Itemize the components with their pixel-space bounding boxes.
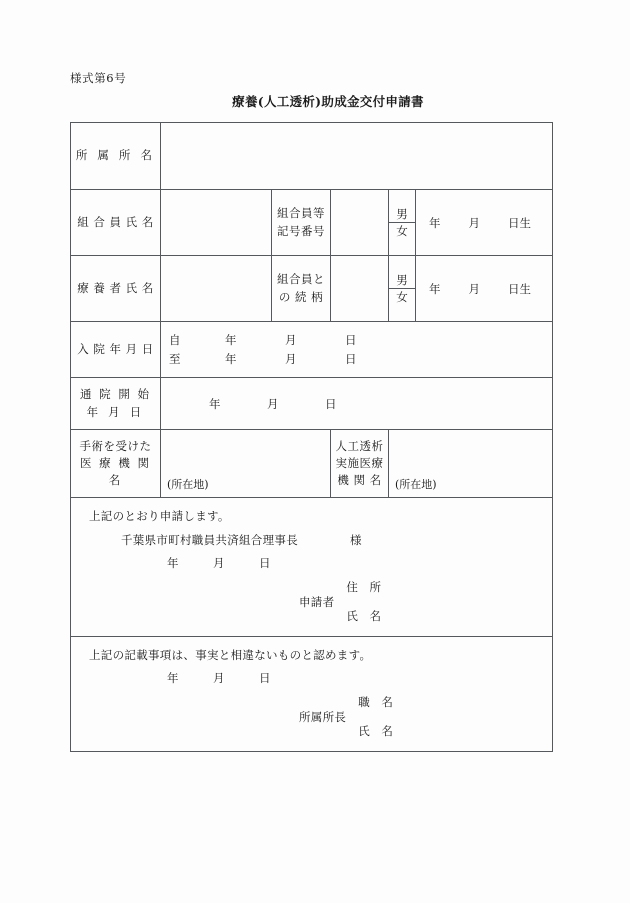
table-row-admission [71, 322, 553, 378]
certification-date-month: 月 [213, 671, 225, 685]
field-patient-relationship-value[interactable] [331, 256, 389, 322]
admission-to-mark: 至 [169, 351, 181, 366]
field-patient-birthdate[interactable] [416, 256, 553, 322]
birthdate-month-label: 月 [468, 281, 481, 296]
label-patient-relationship-line1: 組合員と [277, 272, 325, 287]
table-row-application-statement [71, 498, 553, 637]
gender-option-male[interactable]: 男 [389, 272, 415, 289]
field-patient-gender[interactable] [389, 256, 416, 322]
field-patient-name-value[interactable] [161, 256, 272, 322]
label-dialysis-institution-line2: 実施医療 [335, 455, 384, 470]
field-surgery-institution-value[interactable] [161, 430, 331, 498]
admission-to-day: 日 [345, 351, 357, 366]
outpatient-year-label: 年 [209, 396, 221, 411]
field-member-name-value[interactable] [161, 190, 272, 256]
application-addressee: 千葉県市町村職員共済組合理事長 [121, 533, 298, 547]
document-title: 療養(人工透析)助成金交付申請書 [232, 94, 424, 109]
birthdate-year-label: 年 [429, 281, 441, 296]
admission-date-block [161, 325, 552, 375]
label-dialysis-institution [331, 430, 389, 498]
label-affiliation: 所 属 所 名 [71, 123, 161, 190]
application-statement-block [71, 498, 552, 636]
application-form-table [70, 122, 553, 752]
label-dialysis-location: (所在地) [395, 478, 437, 491]
outpatient-day-label: 日 [325, 396, 337, 411]
certification-date-line[interactable] [71, 670, 552, 686]
admission-from-mark: 自 [169, 332, 181, 347]
label-surgery-institution-line2: 医 療 機 関 名 [80, 455, 151, 488]
application-honorific: 様 [350, 533, 362, 547]
table-row-patient [71, 256, 553, 322]
label-admission-date: 入 院 年 月 日 [71, 322, 161, 378]
applicant-signature-block [71, 579, 552, 624]
gender-stack [389, 272, 415, 305]
table-row-member [71, 190, 553, 256]
outpatient-month-label: 月 [267, 396, 279, 411]
field-dialysis-institution-value[interactable] [389, 430, 553, 498]
certifier-signature-block [71, 694, 552, 739]
applicant-fields [346, 579, 385, 624]
field-admission-date[interactable] [161, 322, 553, 378]
application-statement-text: 上記のとおり申請します。 [89, 509, 230, 523]
certifier-fields [358, 694, 397, 739]
application-date-month: 月 [213, 556, 225, 570]
table-row-affiliation [71, 123, 553, 190]
admission-date-to [169, 350, 552, 369]
label-surgery-location: (所在地) [167, 478, 209, 491]
label-surgery-institution-line1: 手術を受けた [79, 438, 152, 453]
birthdate-day-label: 日生 [508, 215, 532, 230]
admission-from-year: 年 [225, 332, 237, 347]
gender-option-female[interactable]: 女 [396, 224, 408, 238]
application-statement-cell [71, 498, 553, 637]
admission-from-day: 日 [345, 332, 357, 347]
table-row-outpatient [71, 378, 553, 430]
field-member-symbol-number-value[interactable] [331, 190, 389, 256]
label-member-name: 組 合 員 氏 名 [71, 190, 161, 256]
label-outpatient-start-line1: 通 院 開 始 [80, 387, 151, 402]
label-patient-relationship [272, 256, 331, 322]
certifier-title-label: 職 名 [358, 695, 397, 709]
certification-statement-text: 上記の記載事項は、事実と相違ないものと認めます。 [89, 648, 372, 662]
label-surgery-institution [71, 430, 161, 498]
certification-statement-cell [71, 637, 553, 752]
outpatient-date-line [161, 396, 552, 412]
application-addressee-line [71, 532, 552, 548]
label-outpatient-start-line2: 年 月 日 [86, 404, 145, 419]
admission-from-month: 月 [285, 332, 297, 347]
table-row-institution [71, 430, 553, 498]
dialysis-institution-cell [389, 430, 552, 497]
admission-to-month: 月 [285, 351, 297, 366]
label-outpatient-start [71, 378, 161, 430]
table-row-certification-statement [71, 637, 553, 752]
application-date-day: 日 [259, 556, 271, 570]
certifier-name-label: 氏 名 [358, 724, 397, 738]
label-member-symbol-number-line2: 記号番号 [277, 223, 325, 238]
admission-to-year: 年 [225, 351, 237, 366]
applicant-name-label: 氏 名 [346, 609, 386, 623]
label-member-symbol-number-line1: 組合員等 [277, 206, 325, 221]
label-patient-relationship-line2: の 続 柄 [278, 289, 324, 304]
label-dialysis-institution-line1: 人工透析 [335, 438, 384, 453]
gender-option-male[interactable]: 男 [389, 206, 415, 223]
certification-statement-block [71, 637, 552, 751]
birthdate-line [416, 215, 552, 231]
application-date-year: 年 [167, 556, 179, 570]
birthdate-line [416, 281, 552, 297]
surgery-institution-cell [161, 430, 330, 497]
field-affiliation-value[interactable] [161, 123, 553, 190]
gender-stack [389, 206, 415, 239]
applicant-role-label: 申請者 [299, 594, 335, 609]
birthdate-year-label: 年 [429, 215, 441, 230]
admission-date-from [169, 331, 552, 350]
birthdate-month-label: 月 [468, 215, 481, 230]
field-member-birthdate[interactable] [416, 190, 553, 256]
gender-option-female[interactable]: 女 [396, 290, 408, 304]
certification-date-day: 日 [259, 671, 271, 685]
applicant-address-label: 住 所 [346, 580, 386, 594]
form-number: 様式第6号 [70, 71, 127, 85]
certification-date-year: 年 [167, 671, 179, 685]
application-date-line[interactable] [71, 555, 552, 571]
label-patient-name: 療 養 者 氏 名 [71, 256, 161, 322]
label-dialysis-institution-line3: 機 関 名 [337, 473, 382, 488]
field-member-gender[interactable] [389, 190, 416, 256]
certifier-role-label: 所属所長 [299, 709, 347, 724]
field-outpatient-start-date[interactable] [161, 378, 553, 430]
birthdate-day-label: 日生 [508, 281, 532, 296]
label-member-symbol-number [272, 190, 331, 256]
